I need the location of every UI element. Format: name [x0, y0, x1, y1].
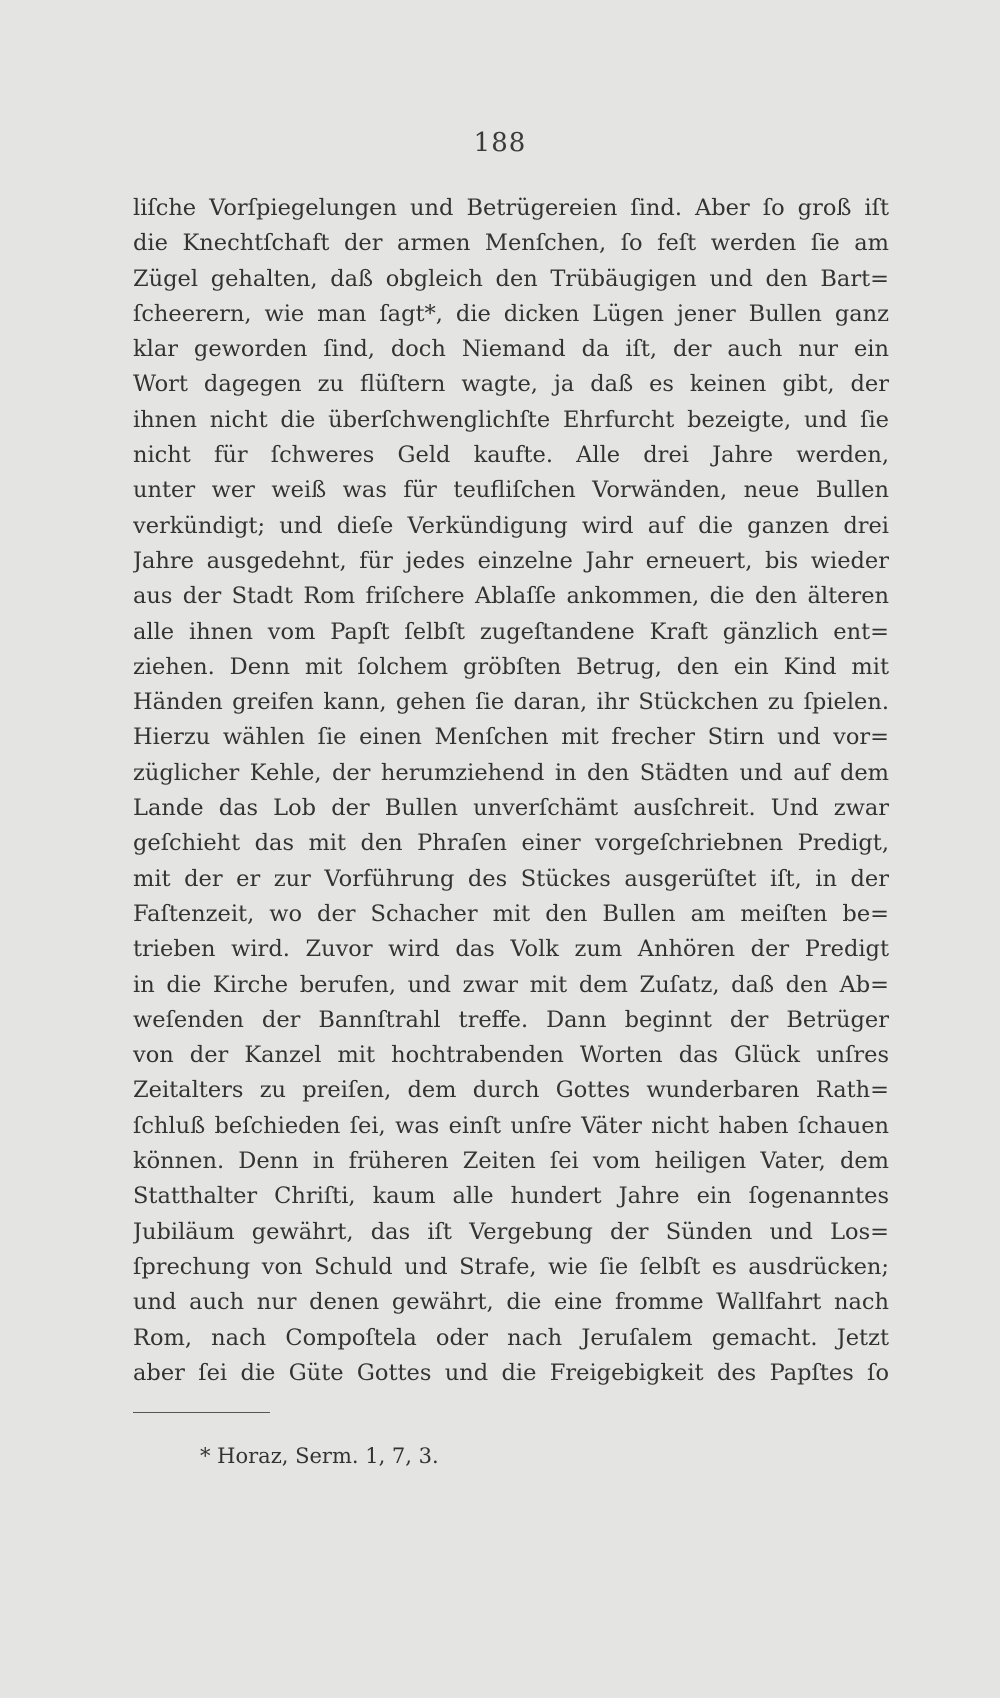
text-line: Rom, nach Compoſtela oder nach Jeruſalem gemacht. Jetzt — [133, 1324, 889, 1351]
text-line: aus der Stadt Rom friſchere Ablaſſe ankommen, die den älteren — [133, 583, 889, 610]
text-line: Faſtenzeit, wo der Schacher mit den Bullen am meiſten be= — [133, 900, 889, 927]
text-line: in die Kirche berufen, und zwar mit dem Zuſatz, daß den Ab= — [133, 971, 889, 998]
body-text — [133, 191, 889, 1391]
text-line: ſchluß beſchieden ſei, was einſt unſre Väter nicht haben ſchauen — [133, 1112, 889, 1139]
text-line: alle ihnen vom Papſt ſelbſt zugeſtandene Kraft gänzlich ent= — [133, 618, 889, 645]
text-line: von der Kanzel mit hochtrabenden Worten das Glück unſres — [133, 1042, 889, 1069]
text-line: klar geworden ſind, doch Niemand da iſt, der auch nur ein — [133, 336, 889, 363]
text-line: aber ſei die Güte Gottes und die Freigebigkeit des Papſtes ſo — [133, 1359, 889, 1386]
text-line: die Knechtſchaft der armen Menſchen, ſo feſt werden ſie am — [133, 230, 889, 257]
text-line: unter wer weiß was für teufliſchen Vorwänden, neue Bullen — [133, 477, 889, 504]
page-number: 188 — [473, 128, 527, 158]
footnote-divider — [133, 1412, 270, 1413]
text-line: Wort dagegen zu flüſtern wagte, ja daß es keinen gibt, der — [133, 371, 889, 398]
text-line: ziehen. Denn mit ſolchem gröbſten Betrug, den ein Kind mit — [133, 653, 889, 680]
text-line: ſcheerern, wie man ſagt*, die dicken Lügen jener Bullen ganz — [133, 300, 889, 327]
text-line: trieben wird. Zuvor wird das Volk zum Anhören der Predigt — [133, 936, 889, 963]
text-line: weſenden der Bannſtrahl treffe. Dann beginnt der Betrüger — [133, 1006, 889, 1033]
text-line: Hierzu wählen ſie einen Menſchen mit frecher Stirn und vor= — [133, 724, 889, 751]
text-line: mit der er zur Vorführung des Stückes ausgerüſtet iſt, in der — [133, 865, 889, 892]
text-line: nicht für ſchweres Geld kaufte. Alle drei Jahre werden, — [133, 442, 889, 469]
text-line: Zügel gehalten, daß obgleich den Trübäugigen und den Bart= — [133, 265, 889, 292]
text-line: verkündigt; und dieſe Verkündigung wird auf die ganzen drei — [133, 512, 889, 539]
text-line: Händen greifen kann, gehen ſie daran, ihr Stückchen zu ſpielen. — [133, 689, 889, 716]
footnote: * Horaz, Serm. 1, 7, 3. — [200, 1444, 439, 1468]
text-line: Zeitalters zu preiſen, dem durch Gottes wunderbaren Rath= — [133, 1077, 889, 1104]
text-line: Jahre ausgedehnt, für jedes einzelne Jahr erneuert, bis wieder — [133, 547, 889, 574]
text-line: ſprechung von Schuld und Strafe, wie ſie ſelbſt es ausdrücken; — [133, 1253, 889, 1280]
text-line: züglicher Kehle, der herumziehend in den Städten und auf dem — [133, 759, 889, 786]
text-line: liſche Vorſpiegelungen und Betrügereien ſind. Aber ſo groß iſt — [133, 195, 889, 221]
text-line: und auch nur denen gewährt, die eine fromme Wallfahrt nach — [133, 1289, 889, 1316]
text-line: können. Denn in früheren Zeiten ſei vom heiligen Vater, dem — [133, 1148, 889, 1175]
text-line: geſchieht das mit den Phraſen einer vorgeſchriebnen Predigt, — [133, 830, 889, 857]
text-line: Jubiläum gewährt, das iſt Vergebung der Sünden und Los= — [133, 1218, 889, 1245]
text-line: Statthalter Chriſti, kaum alle hundert Jahre ein ſogenanntes — [133, 1183, 889, 1210]
text-line: Lande das Lob der Bullen unverſchämt ausſchreit. Und zwar — [133, 795, 889, 822]
text-line: ihnen nicht die überſchwenglichſte Ehrfurcht bezeigte, und ſie — [133, 406, 889, 433]
